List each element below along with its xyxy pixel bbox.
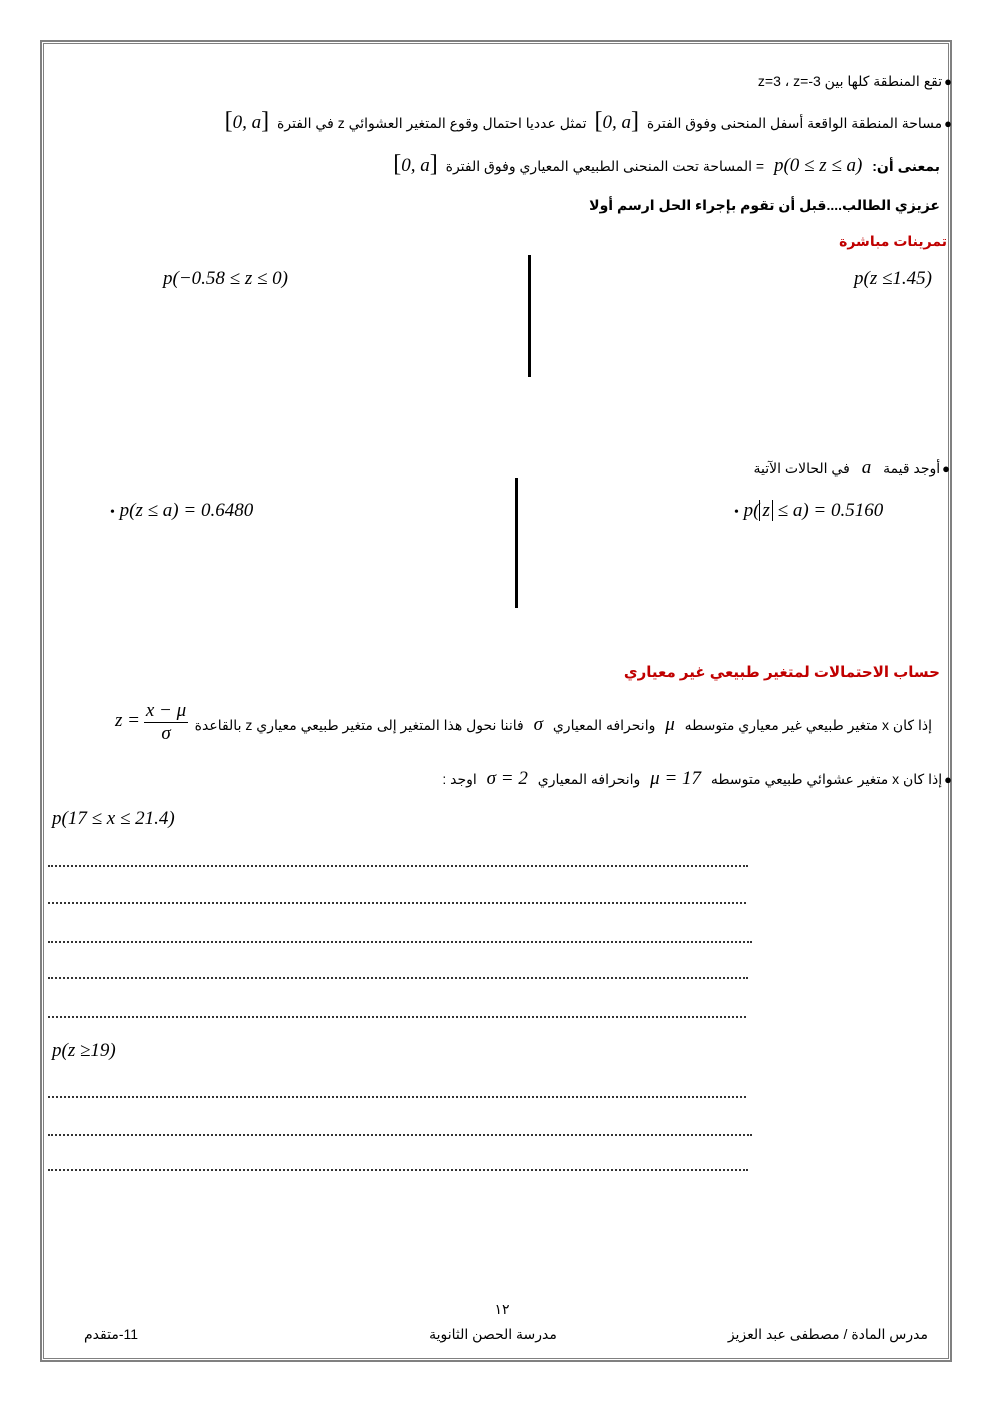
footer-school: مدرسة الحصن الثانوية — [429, 1326, 557, 1342]
given-line: ●إذا كان x متغير عشوائي طبيعي متوسطه μ = 17 وانحرافه المعياري σ = 2 اوجد : — [442, 768, 952, 789]
intro-line-1: ●تقع المنطقة كلها بين z=3 ، z=-3 — [757, 73, 952, 89]
find-a-prompt: ●أوجد قيمة a في الحالات الآتية — [753, 457, 950, 478]
footer-grade: 11-متقدم — [84, 1326, 139, 1342]
exercises-heading: تمرينات مباشرة — [839, 233, 947, 249]
standardization-formula: z = $\frac{x - \mu}{\sigma}$ — [115, 700, 187, 744]
student-note: عزيزي الطالب....قبل أن تقوم بإجراء الحل ارسم أولا — [589, 197, 940, 213]
bullet-icon: ● — [944, 116, 952, 131]
find-a-right: • p( z ≤ a) = 0.5160 — [734, 500, 884, 521]
intro-line-3: بمعنى أن: p(0 ≤ z ≤ a) = المساحة تحت المنحنى الطبيعي المعياري وفوق الفترة [0, a] — [393, 151, 940, 177]
nonstandard-heading: حساب الاحتمالات لمتغير طبيعي غير معياري — [623, 664, 940, 681]
bullet-icon: ● — [944, 772, 952, 787]
answer-line — [48, 857, 748, 867]
answer-line — [48, 1008, 746, 1018]
column-divider — [515, 478, 518, 608]
intro-line-2: ●مساحة المنطقة الواقعة أسفل المنحنى وفوق الفترة [0, a] تمثل عدديا احتمال وقوع المتغير العشوائي z في الفترة [0, a] — [224, 108, 952, 134]
nonstandard-definition: إذا كان x متغير طبيعي غير معياري متوسطه μ وانحرافه المعياري σ فاننا نحول هذا المتغير إلى متغير طبيعي معياري z بالقاعدة — [194, 714, 932, 735]
page-number: ١٢ — [494, 1301, 510, 1317]
question-1: p(17 ≤ x ≤ 21.4) — [52, 808, 175, 829]
question-2: p(z ≥19) — [52, 1040, 116, 1061]
answer-line — [48, 933, 752, 943]
answer-line — [48, 1161, 748, 1171]
answer-line — [48, 894, 746, 904]
bullet-icon: ● — [944, 74, 952, 89]
exercise-1-left: p(−0.58 ≤ z ≤ 0) — [163, 268, 288, 289]
bullet-icon: ● — [942, 461, 950, 476]
find-a-left: • p(z ≤ a) = 0.6480 — [110, 500, 254, 521]
answer-line — [48, 969, 748, 979]
answer-line — [48, 1126, 752, 1136]
exercise-1-right: p(z ≤1.45) — [854, 268, 932, 289]
footer-teacher: مدرس المادة / مصطفى عبد العزيز — [727, 1326, 928, 1342]
column-divider — [528, 255, 531, 377]
answer-line — [48, 1088, 746, 1098]
